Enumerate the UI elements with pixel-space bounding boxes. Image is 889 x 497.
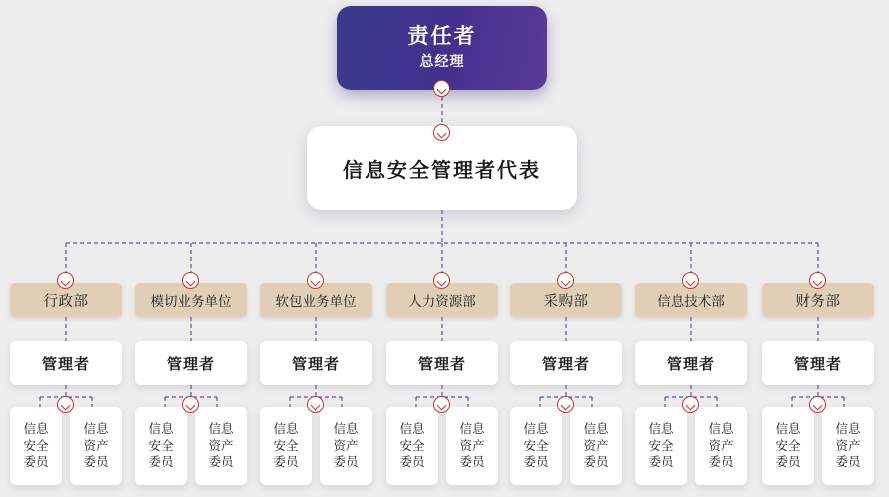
chevron-down-icon[interactable]	[682, 272, 699, 289]
leaf-line: 信息	[83, 421, 109, 436]
leaf-line: 资产	[208, 438, 234, 453]
leaf-line: 信息	[835, 421, 861, 436]
leaf-security-officer-4[interactable]	[510, 407, 562, 485]
leaf-line: 安全	[273, 438, 299, 453]
chevron-down-icon[interactable]	[57, 272, 74, 289]
dept-box-6[interactable]: 财务部	[762, 283, 874, 317]
leaf-security-officer-2[interactable]	[260, 407, 312, 485]
manager-box-6[interactable]: 管理者	[762, 341, 874, 385]
leaf-line: 信息	[23, 421, 49, 436]
leaf-line: 委员	[835, 455, 861, 470]
leaf-line: 资产	[835, 438, 861, 453]
leaf-security-officer-6[interactable]	[762, 407, 814, 485]
leaf-row-1	[135, 407, 247, 485]
node-responsible-person[interactable]	[337, 6, 547, 90]
leaf-line: 信息	[583, 421, 609, 436]
leaf-line: 资产	[333, 438, 359, 453]
leaf-row-6	[762, 407, 874, 485]
leaf-row-5	[635, 407, 747, 485]
leaf-line: 委员	[333, 455, 359, 470]
leaf-line: 信息	[459, 421, 485, 436]
dept-box-4[interactable]: 采购部	[510, 283, 622, 317]
chevron-down-icon[interactable]	[809, 396, 826, 413]
leaf-row-2	[260, 407, 372, 485]
chevron-down-icon[interactable]	[682, 396, 699, 413]
chevron-down-icon[interactable]	[182, 272, 199, 289]
leaf-line: 信息	[775, 421, 801, 436]
leaf-line: 委员	[459, 455, 485, 470]
leaf-line: 委员	[775, 455, 801, 470]
dept-box-2[interactable]: 软包业务单位	[260, 283, 372, 317]
leaf-line: 安全	[648, 438, 674, 453]
leaf-security-officer-5[interactable]	[635, 407, 687, 485]
leaf-line: 安全	[23, 438, 49, 453]
leaf-line: 信息	[148, 421, 174, 436]
chevron-down-icon[interactable]	[182, 396, 199, 413]
manager-box-1[interactable]: 管理者	[135, 341, 247, 385]
manager-box-5[interactable]: 管理者	[635, 341, 747, 385]
leaf-line: 信息	[708, 421, 734, 436]
node-responsible-title: 责任者	[407, 25, 477, 49]
chevron-down-icon[interactable]	[307, 396, 324, 413]
dept-column-4	[510, 283, 622, 485]
leaf-line: 信息	[333, 421, 359, 436]
manager-box-4[interactable]: 管理者	[510, 341, 622, 385]
leaf-line: 安全	[148, 438, 174, 453]
leaf-line: 信息	[208, 421, 234, 436]
leaf-line: 资产	[459, 438, 485, 453]
leaf-line: 信息	[399, 421, 425, 436]
chevron-down-icon[interactable]	[433, 80, 450, 97]
leaf-security-officer-1[interactable]	[135, 407, 187, 485]
dept-box-0[interactable]: 行政部	[10, 283, 122, 317]
leaf-asset-officer-4[interactable]	[570, 407, 622, 485]
chevron-down-icon[interactable]	[809, 272, 826, 289]
leaf-row-4	[510, 407, 622, 485]
leaf-line: 委员	[148, 455, 174, 470]
leaf-line: 安全	[399, 438, 425, 453]
leaf-asset-officer-5[interactable]	[695, 407, 747, 485]
chevron-down-icon[interactable]	[57, 396, 74, 413]
leaf-line: 委员	[208, 455, 234, 470]
leaf-row-0	[10, 407, 122, 485]
node-representative-label: 信息安全管理者代表	[343, 159, 541, 182]
leaf-asset-officer-1[interactable]	[195, 407, 247, 485]
dept-column-0	[10, 283, 122, 485]
leaf-line: 委员	[83, 455, 109, 470]
chevron-down-icon[interactable]	[307, 272, 324, 289]
node-responsible-subtitle: 总经理	[419, 52, 465, 69]
leaf-line: 委员	[273, 455, 299, 470]
leaf-line: 委员	[648, 455, 674, 470]
chevron-down-icon[interactable]	[557, 396, 574, 413]
leaf-line: 信息	[273, 421, 299, 436]
chevron-down-icon[interactable]	[433, 396, 450, 413]
leaf-security-officer-0[interactable]	[10, 407, 62, 485]
leaf-security-officer-3[interactable]	[386, 407, 438, 485]
leaf-line: 信息	[523, 421, 549, 436]
leaf-line: 委员	[708, 455, 734, 470]
leaf-asset-officer-0[interactable]	[70, 407, 122, 485]
leaf-line: 资产	[83, 438, 109, 453]
leaf-line: 资产	[708, 438, 734, 453]
dept-box-5[interactable]: 信息技术部	[635, 283, 747, 317]
dept-column-5	[635, 283, 747, 485]
chevron-down-icon[interactable]	[433, 272, 450, 289]
dept-column-2	[260, 283, 372, 485]
leaf-line: 安全	[523, 438, 549, 453]
leaf-line: 委员	[399, 455, 425, 470]
leaf-line: 委员	[583, 455, 609, 470]
dept-column-1	[135, 283, 247, 485]
leaf-line: 委员	[523, 455, 549, 470]
leaf-line: 安全	[775, 438, 801, 453]
dept-column-3	[386, 283, 498, 485]
manager-box-2[interactable]: 管理者	[260, 341, 372, 385]
manager-box-0[interactable]: 管理者	[10, 341, 122, 385]
leaf-line: 资产	[583, 438, 609, 453]
leaf-asset-officer-3[interactable]	[446, 407, 498, 485]
leaf-line: 委员	[23, 455, 49, 470]
leaf-line: 信息	[648, 421, 674, 436]
manager-box-3[interactable]: 管理者	[386, 341, 498, 385]
leaf-asset-officer-2[interactable]	[320, 407, 372, 485]
chevron-down-icon[interactable]	[433, 124, 450, 141]
leaf-row-3	[386, 407, 498, 485]
dept-box-3[interactable]: 人力资源部	[386, 283, 498, 317]
leaf-asset-officer-6[interactable]	[822, 407, 874, 485]
chevron-down-icon[interactable]	[557, 272, 574, 289]
dept-column-6	[762, 283, 874, 485]
dept-box-1[interactable]: 模切业务单位	[135, 283, 247, 317]
